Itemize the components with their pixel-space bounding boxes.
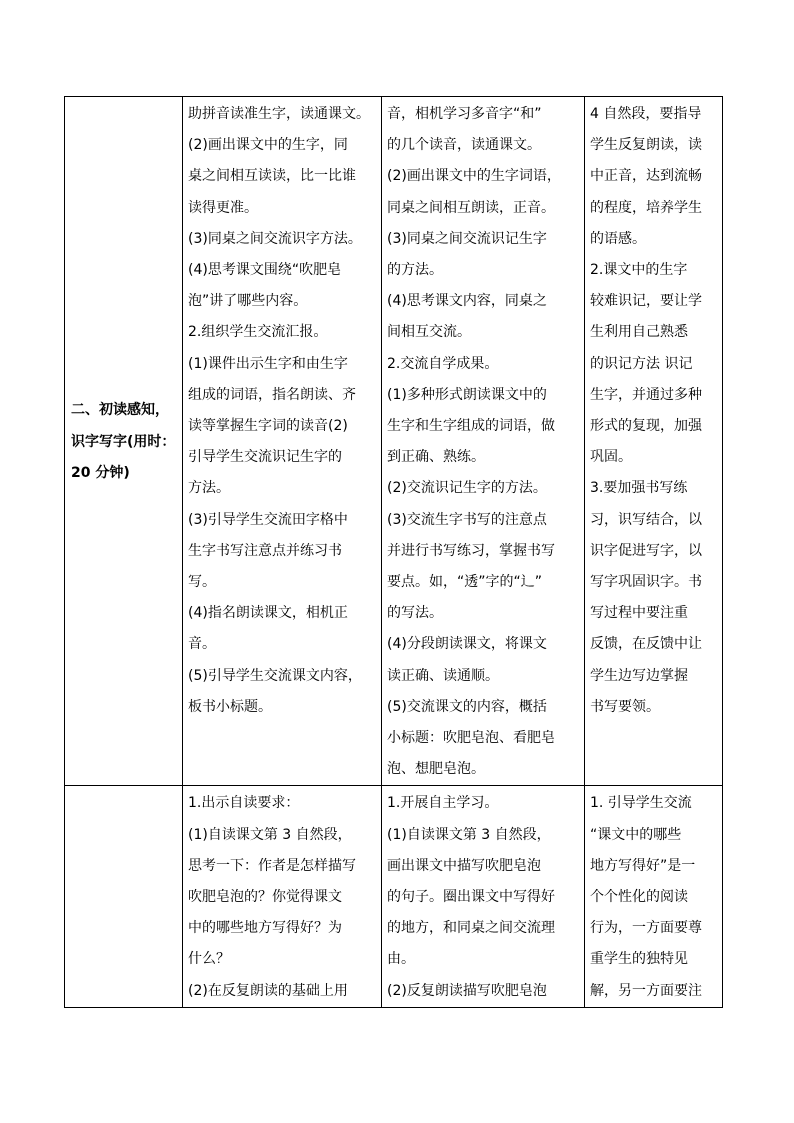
table-row: [65, 786, 723, 1007]
text-line: 桌之间相互读读，比一比谁: [188, 168, 356, 185]
text-line: (4)指名朗读课文，相机正: [188, 605, 348, 622]
text-line: (3)交流生字书写的注意点: [387, 511, 547, 528]
text-line: 什么？: [188, 951, 230, 968]
text-line: (2)在反复朗读的基础上用: [188, 982, 348, 999]
text-line: 1.出示自读要求：: [188, 795, 300, 812]
text-line: (1)自读课文第 3 自然段，: [387, 826, 551, 843]
text-line: 读等掌握生字词的读音(2): [188, 418, 348, 435]
text-line: 读正确、读通顺。: [387, 667, 499, 684]
stage-line: 识字写字(用时：: [71, 433, 176, 450]
text-line: 生字，并通过多种: [590, 386, 702, 403]
text-line: (1)自读课文第 3 自然段，: [188, 826, 352, 843]
stage-line: 二、初读感知，: [71, 402, 169, 419]
text-line: 画出课文中描写吹肥皂泡: [387, 857, 541, 874]
text-line: 个个性化的阅读: [590, 889, 688, 906]
teacher-activity-cell: [183, 97, 382, 786]
text-line: (4)思考课文围绕“吹肥皂: [188, 262, 342, 279]
text-line: 反馈，在反馈中让: [590, 636, 702, 653]
text-line: 的识记方法 识记: [590, 355, 693, 372]
text-line: 的地方，和同桌之间交流理: [387, 920, 555, 937]
text-line: 板书小标题。: [188, 698, 272, 715]
stage-cell: [65, 786, 183, 1007]
text-line: 生字和生字组成的词语，做: [387, 418, 555, 435]
text-line: (2)反复朗读描写吹肥皂泡: [387, 982, 547, 999]
text-line: 1. 引导学生交流: [590, 795, 692, 812]
teacher-activity-cell: [183, 786, 382, 1007]
text-line: 生字书写注意点并练习书: [188, 542, 342, 559]
text-line: (5)交流课文的内容，概括: [387, 698, 547, 715]
text-line: 巩固。: [590, 449, 632, 466]
text-line: (4)分段朗读课文，将课文: [387, 636, 547, 653]
text-line: 2.组织学生交流汇报。: [188, 324, 328, 341]
text-line: 音，相机学习多音字“和”: [387, 106, 542, 122]
text-line: 泡”讲了哪些内容。: [188, 293, 308, 310]
text-line: 行为，一方面要尊: [590, 920, 702, 937]
text-line: (5)引导学生交流课文内容，: [188, 667, 362, 684]
text-line: 的方法。: [387, 262, 443, 279]
text-line: (3)同桌之间交流识记生字: [387, 230, 547, 247]
text-line: (3)引导学生交流田字格中: [188, 511, 348, 528]
text-line: 3.要加强书写练: [590, 480, 688, 497]
text-line: 间相互交流。: [387, 324, 471, 341]
text-line: 写过程中要注重: [590, 605, 688, 622]
text-line: 并进行书写练习，掌握书写: [387, 542, 555, 559]
text-line: 由。: [387, 951, 415, 968]
text-line: 到正确、熟练。: [387, 449, 485, 466]
text-line: 书写要领。: [590, 698, 660, 715]
text-line: (2)画出课文中的生字，同: [188, 137, 348, 154]
stage-line: 20 分钟): [71, 464, 130, 481]
text-line: 4 自然段，要指导: [590, 106, 702, 122]
text-line: 要点。如，“透”字的“辶”: [387, 574, 543, 591]
text-line: 学生反复朗读，读: [590, 137, 702, 154]
text-line: “课文中的哪些: [590, 826, 682, 843]
text-line: 的语感。: [590, 230, 646, 247]
text-line: 习，识写结合，以: [590, 511, 702, 528]
text-line: 写字巩固识字。书: [590, 574, 702, 591]
text-line: (1)课件出示生字和由生字: [188, 355, 348, 372]
text-line: 重学生的独特见: [590, 951, 688, 968]
text-line: (2)交流识记生字的方法。: [387, 480, 547, 497]
design-intent-cell: [585, 97, 723, 786]
text-line: 的程度，培养学生: [590, 199, 702, 216]
text-line: 音。: [188, 636, 216, 653]
text-line: 的写法。: [387, 605, 443, 622]
text-line: 引导学生交流识记生字的: [188, 449, 342, 466]
text-line: 解，另一方面要注: [590, 982, 702, 999]
stage-cell: [65, 97, 183, 786]
text-line: 泡、想肥皂泡。: [387, 761, 485, 778]
text-line: 学生边写边掌握: [590, 667, 688, 684]
text-line: 1.开展自主学习。: [387, 795, 499, 812]
text-line: 同桌之间相互朗读，正音。: [387, 199, 555, 216]
text-line: 识字促进写字，以: [590, 542, 702, 559]
text-line: 2.交流自学成果。: [387, 355, 499, 372]
text-line: 思考一下：作者是怎样描写: [188, 857, 356, 874]
text-line: 读得更准。: [188, 199, 258, 216]
text-line: (1)多种形式朗读课文中的: [387, 386, 547, 403]
student-activity-cell: [382, 786, 585, 1007]
student-activity-cell: [382, 97, 585, 786]
text-line: 较难识记，要让学: [590, 293, 702, 310]
design-intent-cell: [585, 786, 723, 1007]
text-line: 的几个读音，读通课文。: [387, 137, 541, 154]
lesson-plan-table: [64, 96, 723, 1008]
text-line: 中正音，达到流畅: [590, 168, 702, 185]
text-line: (4)思考课文内容，同桌之: [387, 293, 547, 310]
text-line: 中的哪些地方写得好？为: [188, 920, 342, 937]
text-line: 助拼音读准生字，读通课文。: [188, 106, 370, 122]
text-line: 写。: [188, 574, 216, 591]
text-line: 的句子。圈出课文中写得好: [387, 889, 555, 906]
text-line: 地方写得好”是一: [590, 857, 696, 874]
text-line: (3)同桌之间交流识字方法。: [188, 230, 362, 247]
table-row: [65, 97, 723, 786]
text-line: 组成的词语，指名朗读、齐: [188, 386, 356, 403]
text-line: 吹肥皂泡的？你觉得课文: [188, 889, 342, 906]
text-line: 形式的复现，加强: [590, 418, 702, 435]
text-line: 2.课文中的生字: [590, 262, 688, 279]
text-line: (2)画出课文中的生字词语，: [387, 168, 561, 185]
text-line: 方法。: [188, 480, 230, 497]
text-line: 生利用自己熟悉: [590, 324, 688, 341]
text-line: 小标题：吹肥皂泡、看肥皂: [387, 730, 555, 747]
